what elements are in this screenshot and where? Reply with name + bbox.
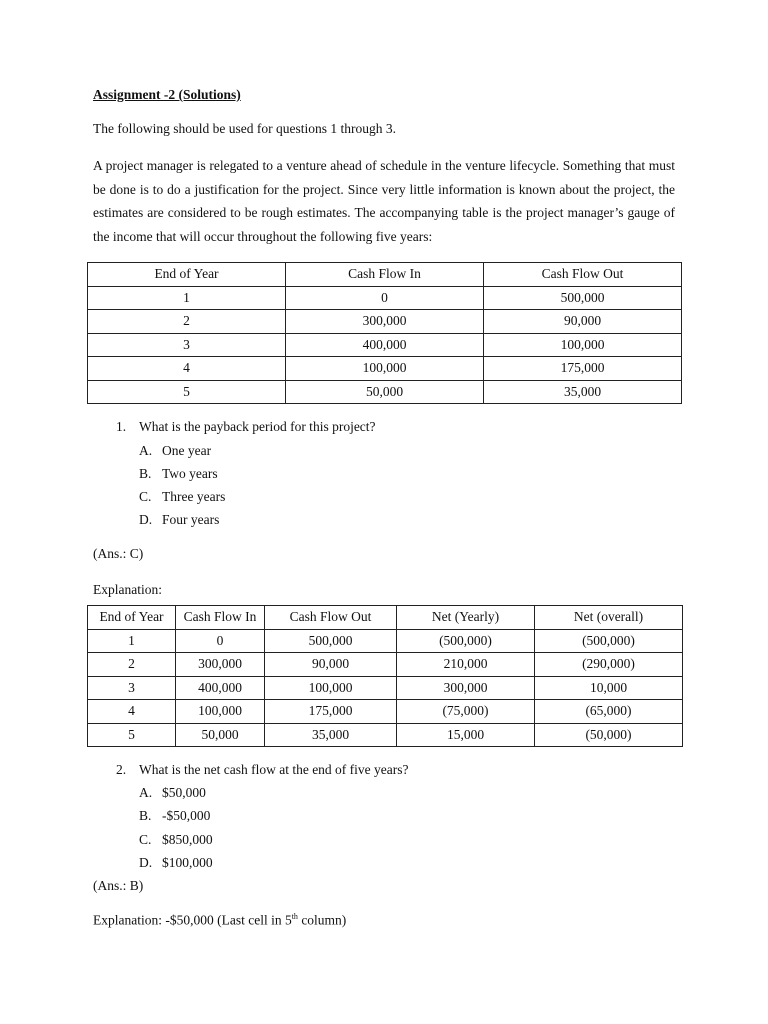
question-text: What is the payback period for this project? xyxy=(139,419,376,434)
table-row xyxy=(88,653,683,677)
table-row xyxy=(88,676,683,700)
table-cell: 300,000 xyxy=(286,310,484,334)
table-cell: 300,000 xyxy=(397,676,535,700)
table-cell: 300,000 xyxy=(176,653,265,677)
option-label: D. xyxy=(139,855,153,870)
table-row xyxy=(88,723,683,747)
option-c xyxy=(139,489,225,505)
cash-flow-table xyxy=(87,262,682,404)
table-header-row xyxy=(88,263,682,287)
option-c xyxy=(139,832,213,848)
table-cell: (75,000) xyxy=(397,700,535,724)
table-cell: 1 xyxy=(88,629,176,653)
table-cell: 3 xyxy=(88,333,286,357)
table-row xyxy=(88,310,682,334)
table-cell: 90,000 xyxy=(484,310,682,334)
table-cell: (50,000) xyxy=(535,723,683,747)
table-cell: 50,000 xyxy=(176,723,265,747)
table-cell: 210,000 xyxy=(397,653,535,677)
explanation-text-end: column) xyxy=(297,912,347,928)
table-row xyxy=(88,357,682,381)
table-header-cell: End of Year xyxy=(88,606,176,630)
answer-1: (Ans.: C) xyxy=(93,546,144,561)
option-text: One year xyxy=(162,443,212,458)
table-cell: 400,000 xyxy=(286,333,484,357)
option-text: Two years xyxy=(162,466,218,481)
question-number: 1. xyxy=(116,419,127,434)
problem-paragraph: A project manager is relegated to a venture ahead of schedule in the venture lifecycle. Something that must be done is to do a justification for the project. Since very little information is known about the project, the estimates are considered to be rough estimates. The accompanying table is the project manager’s gauge of the income that will occur throughout the following five years: xyxy=(93,158,675,244)
table-cell: 175,000 xyxy=(265,700,397,724)
table-cell: 400,000 xyxy=(176,676,265,700)
option-label: A. xyxy=(139,785,153,800)
option-text: Three years xyxy=(162,489,226,504)
option-d xyxy=(139,855,213,871)
option-label: C. xyxy=(139,832,152,847)
option-b xyxy=(139,808,210,824)
table-header-cell: Cash Flow In xyxy=(286,263,484,287)
table-header-row xyxy=(88,606,683,630)
table-row xyxy=(88,286,682,310)
table-cell: 15,000 xyxy=(397,723,535,747)
table-cell: 100,000 xyxy=(484,333,682,357)
table-row xyxy=(88,629,683,653)
option-text: $850,000 xyxy=(162,832,213,847)
table-cell: 5 xyxy=(88,723,176,747)
table-cell: 175,000 xyxy=(484,357,682,381)
table-header-cell: Cash Flow Out xyxy=(484,263,682,287)
table-cell: 50,000 xyxy=(286,380,484,404)
table-cell: 4 xyxy=(88,357,286,381)
table-cell: 100,000 xyxy=(286,357,484,381)
net-cash-flow-table xyxy=(87,605,683,747)
question-text: What is the net cash flow at the end of five years? xyxy=(139,762,409,777)
table-cell: 2 xyxy=(88,653,176,677)
table-header-cell: End of Year xyxy=(88,263,286,287)
table-header-cell: Net (Yearly) xyxy=(397,606,535,630)
intro-text: The following should be used for questions 1 through 3. xyxy=(93,121,396,136)
table-cell: 1 xyxy=(88,286,286,310)
table-cell: 90,000 xyxy=(265,653,397,677)
table-row xyxy=(88,380,682,404)
table-cell: 4 xyxy=(88,700,176,724)
option-label: A. xyxy=(139,443,153,458)
option-text: $100,000 xyxy=(162,855,213,870)
explanation-label: Explanation: xyxy=(93,582,162,597)
table-cell: 100,000 xyxy=(265,676,397,700)
option-label: B. xyxy=(139,466,152,481)
option-d xyxy=(139,512,219,528)
table-cell: 35,000 xyxy=(484,380,682,404)
option-b xyxy=(139,466,218,482)
table-header-cell: Net (overall) xyxy=(535,606,683,630)
table-cell: (500,000) xyxy=(535,629,683,653)
question-1 xyxy=(116,419,376,435)
answer-2: (Ans.: B) xyxy=(93,878,144,893)
table-cell: 500,000 xyxy=(484,286,682,310)
table-cell: 5 xyxy=(88,380,286,404)
explanation-2 xyxy=(93,912,346,929)
option-a xyxy=(139,443,211,459)
table-cell: 100,000 xyxy=(176,700,265,724)
option-text: $50,000 xyxy=(162,785,206,800)
option-a xyxy=(139,785,206,801)
question-number: 2. xyxy=(116,762,127,777)
table-cell: 3 xyxy=(88,676,176,700)
table-header-cell: Cash Flow In xyxy=(176,606,265,630)
question-2 xyxy=(116,762,409,778)
table-cell: 0 xyxy=(286,286,484,310)
table-row xyxy=(88,333,682,357)
option-label: C. xyxy=(139,489,152,504)
table-cell: 0 xyxy=(176,629,265,653)
table-header-cell: Cash Flow Out xyxy=(265,606,397,630)
table-cell: (290,000) xyxy=(535,653,683,677)
table-row xyxy=(88,700,683,724)
option-text: Four years xyxy=(162,512,220,527)
page-title: Assignment -2 (Solutions) xyxy=(93,87,241,102)
explanation-text: Explanation: -$50,000 (Last cell in 5 xyxy=(93,912,292,928)
option-label: B. xyxy=(139,808,152,823)
table-cell: (500,000) xyxy=(397,629,535,653)
table-cell: 2 xyxy=(88,310,286,334)
table-cell: 35,000 xyxy=(265,723,397,747)
option-text: -$50,000 xyxy=(162,808,211,823)
ordinal-suffix: th xyxy=(291,912,298,921)
option-label: D. xyxy=(139,512,153,527)
table-cell: (65,000) xyxy=(535,700,683,724)
table-cell: 500,000 xyxy=(265,629,397,653)
table-cell: 10,000 xyxy=(535,676,683,700)
